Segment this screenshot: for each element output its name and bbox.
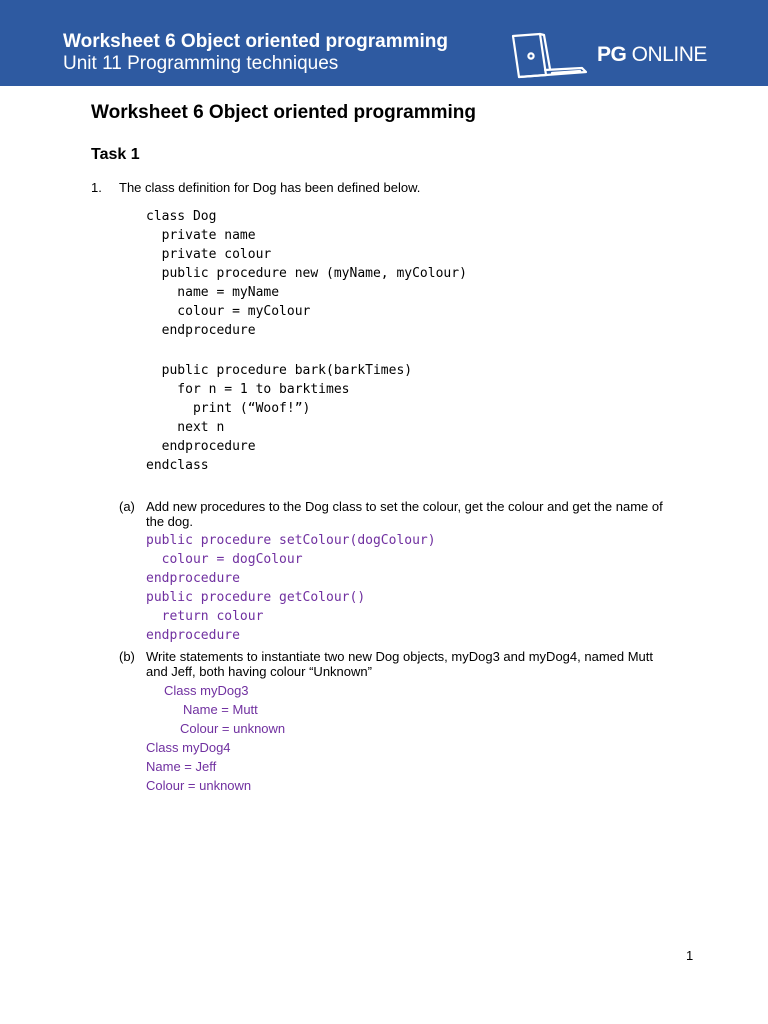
page-title: Worksheet 6 Object oriented programming	[91, 102, 477, 123]
header-banner	[0, 0, 768, 86]
code-line: endprocedure	[146, 439, 256, 454]
part-a-label: (a)	[119, 499, 135, 514]
code-line: public procedure bark(barkTimes)	[146, 363, 413, 378]
answer-line: Name = Mutt	[183, 702, 258, 717]
answer-line: return colour	[146, 609, 264, 624]
part-a-answer	[146, 531, 436, 645]
laptop-icon	[510, 31, 590, 81]
logo-bold-text: PG	[597, 43, 627, 66]
answer-line: Colour = unknown	[180, 721, 286, 736]
answer-line: Colour = unknown	[146, 778, 252, 793]
part-b-label: (b)	[119, 649, 135, 664]
code-line: next n	[146, 420, 225, 435]
pg-online-logo	[597, 43, 707, 67]
code-line: private colour	[146, 247, 272, 262]
header-title: Worksheet 6 Object oriented programming	[63, 31, 449, 52]
part-b-text: Write statements to instantiate two new Dog objects, myDog3 and myDog4, named Mutt and Jeff, both having colour “Unknown”	[146, 649, 653, 679]
answer-line: Class myDog4	[146, 740, 231, 755]
code-line: endclass	[146, 458, 209, 473]
part-b-answer	[146, 681, 285, 795]
code-line: colour = myColour	[146, 304, 311, 319]
code-line: name = myName	[146, 285, 280, 300]
page-number: 1	[686, 948, 694, 963]
question-number: 1.	[91, 180, 102, 195]
code-line: print (“Woof!”)	[146, 401, 311, 416]
task-heading: Task 1	[91, 146, 140, 163]
code-line: endprocedure	[146, 323, 256, 338]
code-line: public procedure new (myName, myColour)	[146, 266, 467, 281]
answer-line: Name = Jeff	[146, 759, 217, 774]
header-subtitle: Unit 11 Programming techniques	[63, 53, 339, 74]
answer-line: colour = dogColour	[146, 552, 303, 567]
class-definition-code	[146, 207, 467, 475]
answer-line: endprocedure	[146, 571, 240, 586]
part-a-text: Add new procedures to the Dog class to set the colour, get the colour and get the name of the dog.	[146, 499, 663, 529]
answer-line: public procedure getColour()	[146, 590, 366, 605]
code-blank-line	[146, 340, 467, 361]
answer-line: endprocedure	[146, 628, 240, 643]
answer-line: Class myDog3	[164, 683, 249, 698]
answer-line: public procedure setColour(dogColour)	[146, 533, 436, 548]
code-line: private name	[146, 228, 256, 243]
code-line: class Dog	[146, 209, 217, 224]
question-text: The class definition for Dog has been defined below.	[119, 180, 421, 195]
logo-regular-text: ONLINE	[626, 43, 707, 66]
code-line: for n = 1 to barktimes	[146, 382, 350, 397]
